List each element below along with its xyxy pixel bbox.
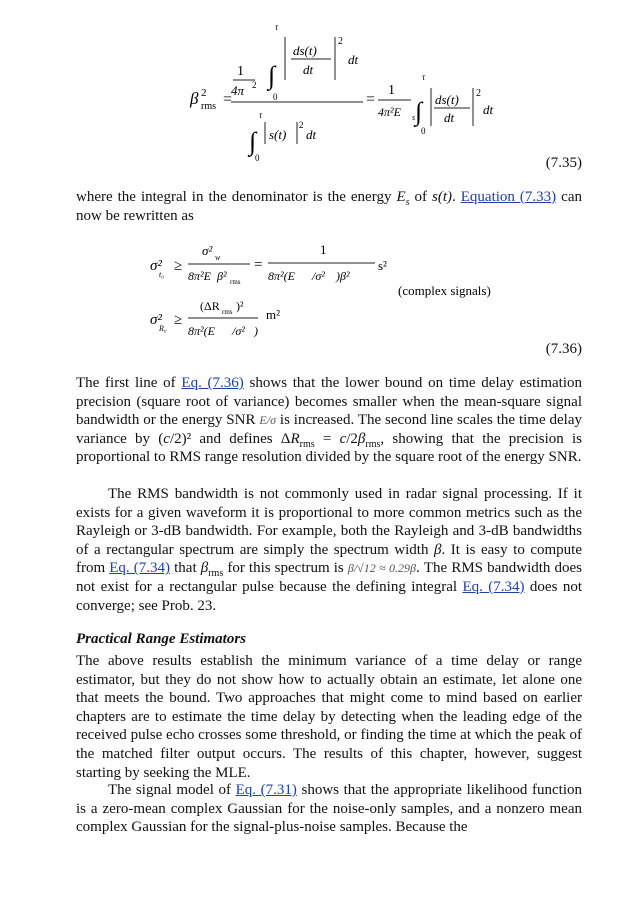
p1-text-c: . [452,189,461,205]
p2-text-a: The first line of [76,375,182,391]
eq735-exp2: 2 [476,88,481,99]
p2-c: c [163,430,170,447]
equation-number-7-35: (7.35) [545,155,582,171]
paragraph-5 [76,781,582,837]
eq735-integral-den: ∫ [249,127,257,156]
eq735-integrand-2: ds(t) [435,92,459,107]
p1-signal: s(t) [432,189,453,205]
eq735-lhs-sup: 2 [201,87,207,99]
p3-rms: rms [208,568,224,580]
p2-text-d: /2)² and defines Δ [169,430,291,447]
link-equation-7-34-a[interactable]: Eq. (7.34) [109,560,171,577]
p2-text-e: = [314,430,340,447]
p2-snr-E: E [259,413,267,428]
p2-snr-rest: /σ [266,413,276,428]
p2-beta: β [357,430,366,447]
eq736-l2-den-end: ) [254,324,258,338]
p2-R: R [290,430,300,447]
eq735-frac2-den-sub: s [412,113,416,122]
eq736-l1-num: σ² [202,243,213,258]
eq735-lhs-sub: rms [201,101,216,112]
eq736-l2-ge: ≥ [174,312,183,328]
equation-7-35-graphic [185,22,494,163]
eq735-frac2-den: 4π²E [378,105,401,119]
link-equation-7-36[interactable]: Eq. (7.36) [181,375,244,391]
p1-text-b: of [409,189,433,205]
eq736-l1-den-tail: β² [217,269,227,283]
eq735-upper-den: τ [259,110,263,120]
eq735-upper-1: τ [275,22,279,32]
p1-energy-sub: s [405,197,410,208]
eq736-l2-den-tail: /σ² [232,324,245,338]
eq735-lower-den: 0 [255,153,260,163]
eq735-dt-den: dt [306,127,317,142]
eq736-label: (complex signals) [398,283,491,298]
link-equation-7-31[interactable]: Eq. (7.31) [235,782,297,798]
eq736-l1-den-sub2: rms [230,278,241,286]
p2-rms: rms [299,438,315,450]
eq736-l1-ge: ≥ [174,258,183,274]
link-equation-7-33[interactable]: Equation (7.33) [460,189,557,205]
eq736-l1-rhs-den: 8π²(E [268,269,295,283]
eq736-l1-unit: s² [378,258,387,273]
p5-text-b: shows that the appropriate likelihood function is a zero-mean complex Gaussian for the noise-only samples, and a nonzero mean complex Gaussian for the signal-plus-noise samples. Because the [76,782,582,836]
p3-text-a: The RMS bandwidth is not commonly used in radar signal processing. If it exists for a given waveform it is proportional to more common metrics such as the Rayleigh or 3-dB bandwidth. For example, both the Rayleigh and 3-dB bandwidths of a rectangular spectrum are simply the spectrum width [76,486,582,558]
paragraph-3 [76,485,582,615]
p2-c2: c [339,430,347,447]
p2-text-c: is increased. The second line scales the time delay variance by ( [76,412,582,447]
p2-text-f: /2 [346,430,358,447]
eq736-l1-den: 8π²E [188,269,211,283]
eq736-l1-eq: = [254,257,263,273]
p2-text-b: shows that the lower bound on time delay estimation precision (square root of variance) becomes smaller when the mean-square signal bandwidth or the energy SNR [76,375,582,429]
eq735-frac1-den-sup: 2 [252,80,257,90]
eq735-frac2-num: 1 [388,83,395,98]
eq735-abs-s-exp: 2 [299,120,304,130]
p3-beta: β [433,541,442,558]
eq735-equals-2: = [366,91,376,108]
eq736-l1-lhs-sub: t₀ [159,270,165,279]
p3-beta2: β [200,560,209,577]
paragraph-4: The above results establish the minimum variance of a time delay or range estimator, but they do not show how to actually obtain an estimate, let alone one that meets the bound. Two approaches that might come to mind based on earlier chapters are to estimate the time delay by detecting when the leading edge of the received pulse echo crosses some threshold, or finding the time at which the peak of the matched filter output occurs. The results of this chapter, however, suggest starting by seeking the MLE. [76,653,582,781]
p3-math: β/√12 ≈ 0.29β [347,561,417,576]
eq736-l1-rhs-den-tail: /σ² [312,269,325,283]
eq735-dt-1: dt [303,62,314,77]
p1-text-d: can now be rewritten as [76,189,582,224]
equation-7-35 [185,22,494,163]
eq735-dt-2: dt [444,110,455,125]
p3-text-d: for this spectrum is [223,560,348,577]
eq736-l2-num: (ΔR [200,299,220,313]
eq735-integral-1: ∫ [268,61,276,90]
eq735-lower-2: 0 [421,126,426,136]
eq736-l1-num-sub: w [215,253,221,262]
equation-7-36 [150,232,530,347]
eq735-frac1-num: 1 [237,64,244,79]
paragraph-2 [76,374,582,467]
p3-text-c: that [170,560,201,577]
eq735-lower-1: 0 [273,92,278,102]
eq736-l2-num-sub: rms [222,308,233,316]
eq736-l2-unit: m² [266,307,281,322]
p3-text-f: does not converge; see Prob. 23. [76,578,582,614]
p2-text-g: , showing that the precision is proportional to RMS range resolution divided by the square root of the energy SNR. [76,430,582,466]
eq736-l2-lhs: σ² [150,312,162,328]
eq735-dt-outer-1: dt [348,52,359,67]
eq735-equals-1: = [223,91,233,108]
equation-number-7-36: (7.36) [545,341,582,357]
eq735-integral-2: ∫ [415,97,423,126]
eq736-l1-lhs: σ² [150,258,162,274]
p3-text-b: . It is easy to compute from [76,541,583,577]
p2-rms2: rms [365,438,381,450]
section-heading: Practical Range Estimators [76,631,247,647]
eq736-l1-rhs-num: 1 [320,242,327,257]
eq735-dt-outer-2: dt [483,102,494,117]
eq736-l2-lhs-sub: R₀ [159,324,167,333]
p3-text-e: . The RMS bandwidth does not exist for a rectangular pulse because the defining integral [76,560,583,595]
eq735-abs-s: s(t) [269,127,287,142]
p5-text-a: The signal model of [108,782,236,798]
eq735-exp-1: 2 [338,36,343,47]
eq735-lhs: β [190,89,199,108]
eq736-l2-den: 8π²(E [188,324,215,338]
eq735-integrand-1: ds(t) [293,43,317,58]
eq735-frac1-den: 4π [231,83,245,98]
link-equation-7-34-b[interactable]: Eq. (7.34) [462,578,525,595]
eq736-l1-rhs-den-end: )β² [336,269,350,283]
eq735-upper-2: τ [422,72,426,82]
p1-text-a: where the integral in the denominator is the energy [76,189,397,205]
paragraph-1 [76,188,582,225]
eq736-l2-num-end: )² [236,299,244,313]
equation-7-36-graphic [150,232,530,347]
p1-energy-symbol: E [396,189,406,205]
